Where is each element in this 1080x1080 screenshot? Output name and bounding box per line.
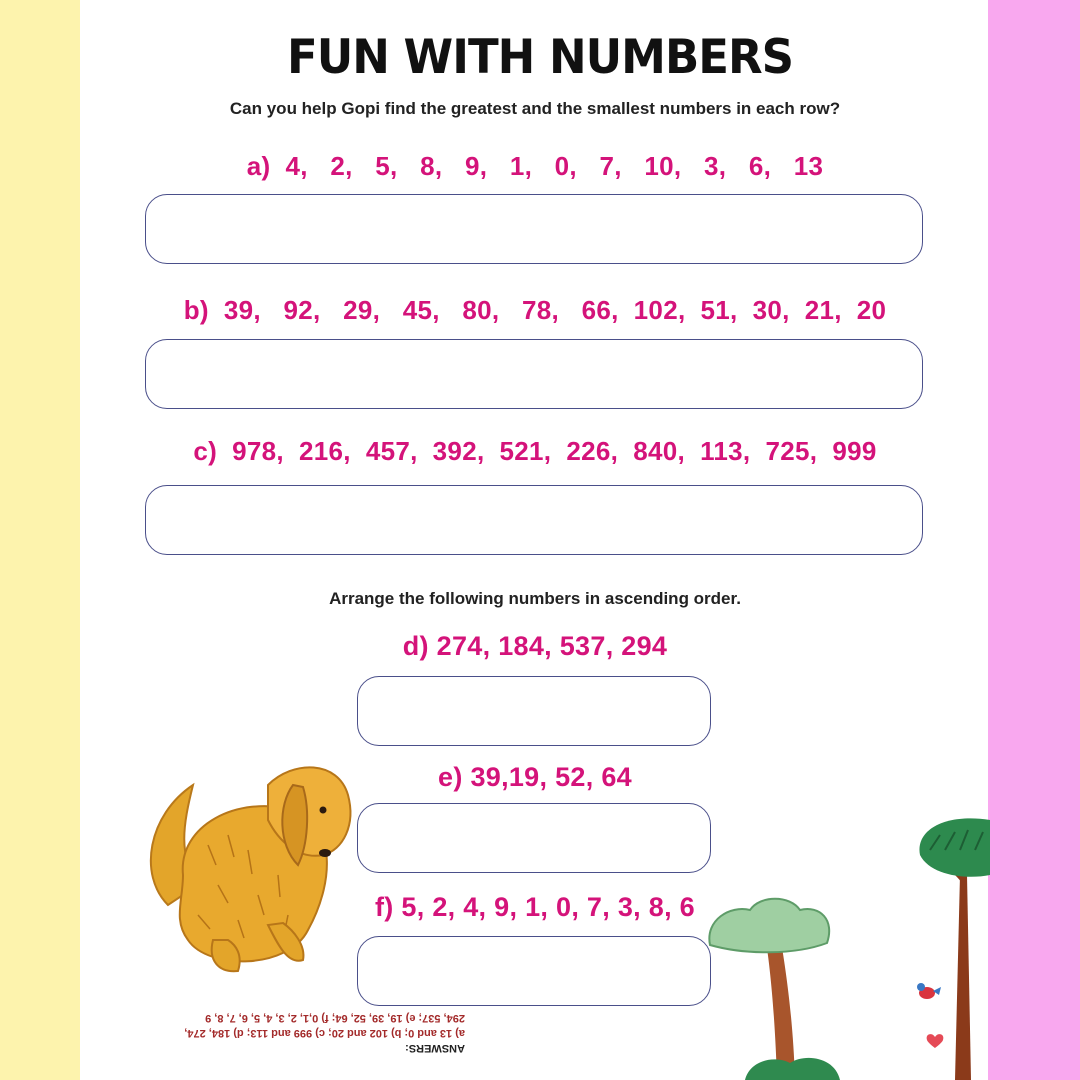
answers-upside-down — [145, 1010, 465, 1055]
small-tree-canopy — [709, 899, 829, 953]
row-c-numbers: 978, 216, 457, 392, 521, 226, 840, 113, 725, 999 — [232, 436, 877, 466]
dog-illustration — [128, 755, 358, 980]
tall-tree-canopy — [919, 818, 990, 876]
small-tree-trunk — [765, 935, 795, 1080]
tall-tree-trunk — [955, 875, 971, 1080]
row-d-numbers: 274, 184, 537, 294 — [436, 631, 668, 661]
tree-illustration — [705, 815, 990, 1080]
row-a-numbers: 4, 2, 5, 8, 9, 1, 0, 7, 10, 3, 6, 13 — [285, 151, 824, 181]
answer-box-b[interactable] — [145, 339, 923, 409]
answers-line-1: a) 13 and 0; b) 102 and 20; c) 999 and 113; d) 184, 274, — [184, 1027, 465, 1039]
row-c — [0, 436, 1070, 467]
row-d — [0, 631, 1070, 662]
instruction-ascending-order: Arrange the following numbers in ascending order. — [329, 589, 741, 608]
row-e-label: e) — [438, 762, 463, 792]
answer-box-c[interactable] — [145, 485, 923, 555]
heart-icon — [927, 1034, 944, 1048]
row-b — [0, 295, 1070, 326]
row-e-numbers: 39,19, 52, 64 — [470, 762, 632, 792]
dog-eye — [320, 807, 327, 814]
row-f-numbers: 5, 2, 4, 9, 1, 0, 7, 3, 8, 6 — [401, 892, 695, 922]
worksheet-title: FUN WITH NUMBERS — [286, 28, 794, 85]
row-f-label: f) — [375, 892, 394, 922]
instruction-greatest-smallest: Can you help Gopi find the greatest and the smallest numbers in each row? — [229, 99, 841, 118]
row-a — [0, 151, 1070, 182]
answers-heading: ANSWERS: — [405, 1042, 465, 1054]
answer-box-a[interactable] — [145, 194, 923, 264]
row-b-numbers: 39, 92, 29, 45, 80, 78, 66, 102, 51, 30, 21, 20 — [223, 295, 887, 325]
row-b-label: b) — [183, 295, 209, 325]
answer-box-e[interactable] — [357, 803, 711, 873]
answers-line-2: 294, 537; e) 19, 39, 52, 64; f) 0,1, 2, 3, 4, 5, 6, 7, 8, 9 — [205, 1012, 465, 1024]
row-a-label: a) — [246, 151, 271, 181]
answer-box-f[interactable] — [357, 936, 711, 1006]
dog-nose — [319, 849, 331, 857]
row-c-label: c) — [193, 436, 218, 466]
row-d-label: d) — [402, 631, 429, 661]
bird-icon — [917, 983, 941, 999]
answer-box-d[interactable] — [357, 676, 711, 746]
